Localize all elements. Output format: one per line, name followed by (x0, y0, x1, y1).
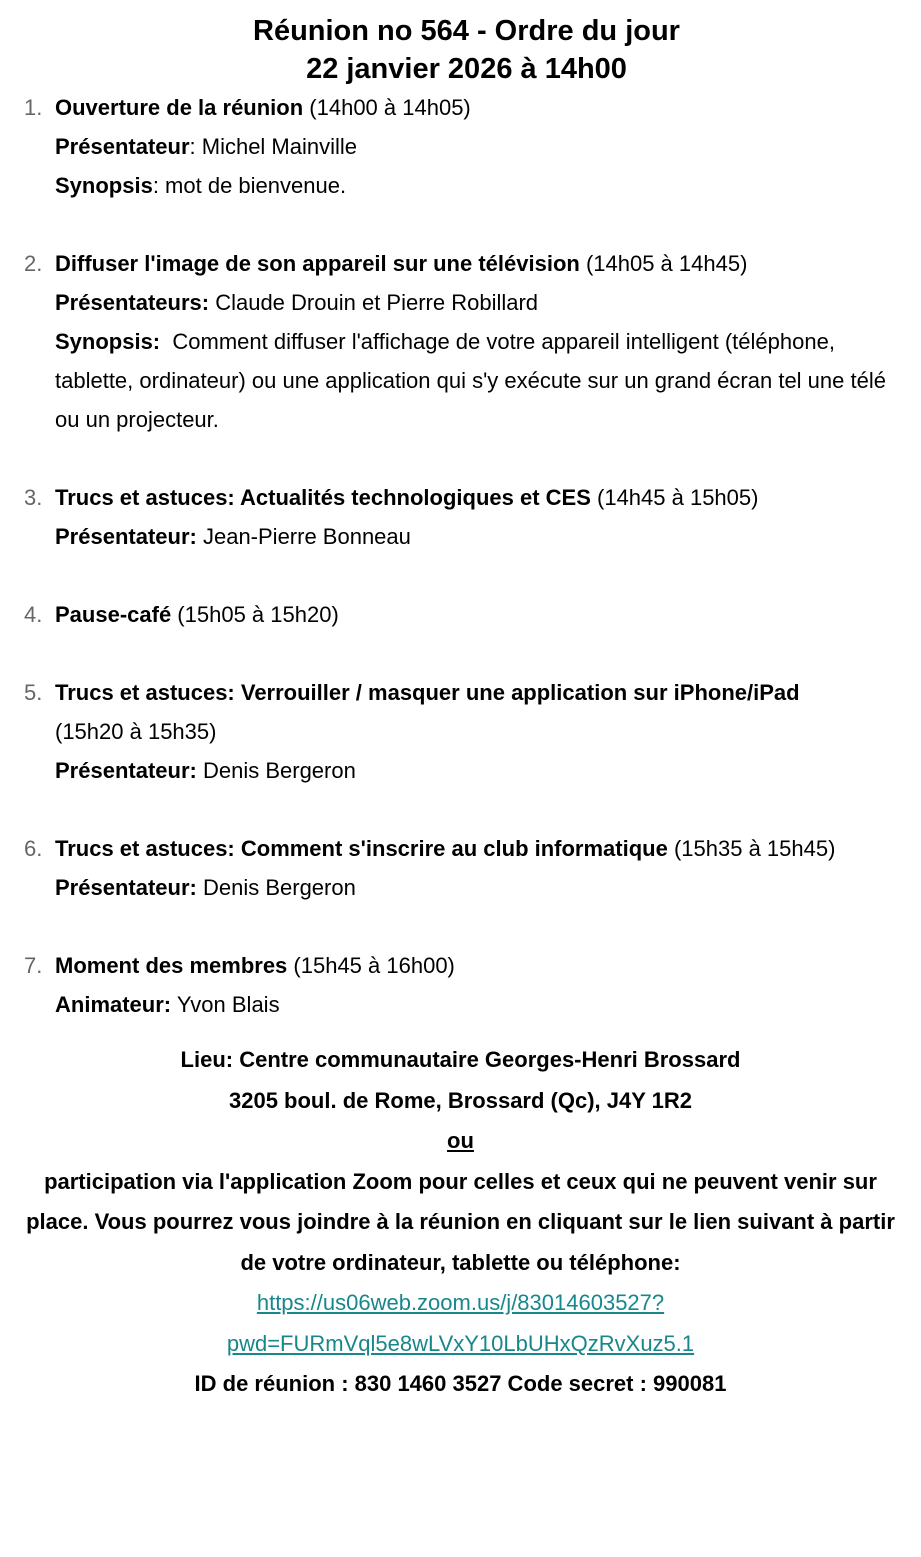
item-time: (14h05 à 14h45) (579, 251, 748, 276)
presenter-name: Michel Mainville (201, 134, 358, 159)
item-number: 3. (24, 485, 43, 510)
item-number: 6. (24, 836, 43, 861)
presenter-label: Présentateur: (55, 758, 197, 783)
spacer (55, 439, 901, 478)
item-number: 7. (24, 953, 43, 978)
item-title: Trucs et astuces: Actualités technologiques et CES (55, 485, 591, 510)
zoom-link[interactable] (8, 1283, 913, 1364)
separator: : (152, 173, 166, 198)
spacer (55, 556, 901, 595)
venue: Lieu: Centre communautaire Georges-Henri Brossard (180, 1047, 741, 1072)
agenda-item (0, 244, 921, 478)
agenda-item (0, 946, 921, 1024)
item-title: Ouverture de la réunion (55, 95, 304, 120)
location-section (0, 1040, 921, 1405)
presenter-name: Jean-Pierre Bonneau (202, 524, 411, 549)
item-time: (14h45 à 15h05) (590, 485, 759, 510)
item-time: (15h20 à 15h35) (55, 719, 217, 744)
title-date: 22 janvier 2026 à 14h00 (306, 53, 627, 85)
item-title: Pause-café (55, 602, 172, 627)
item-time: (15h35 à 15h45) (667, 836, 836, 861)
agenda-item (0, 595, 921, 673)
zoom-link-line2[interactable]: pwd=FURmVql5e8wLVxY10LbUHxQzRvXuz5.1 (226, 1330, 695, 1356)
presenter-label: Présentateur (55, 134, 190, 159)
presenter-label: Présentateurs: (55, 290, 210, 315)
presenter-name: Claude Drouin et Pierre Robillard (215, 290, 539, 315)
meeting-credentials: ID de réunion : 830 1460 3527 Code secret : 990081 (194, 1371, 727, 1396)
item-time: (14h00 à 14h05) (303, 95, 471, 120)
separator: : (189, 134, 202, 159)
agenda-list (0, 88, 921, 1024)
item-number: 4. (24, 602, 43, 627)
agenda-item (0, 88, 921, 244)
synopsis-text: Comment diffuser l'affichage de votre appareil intelligent (téléphone, tablette, ordinateur) ou une application qui s'y exécute sur un grand écran tel une télé ou un projecteur. (55, 329, 893, 432)
presenter-label: Présentateur: (55, 524, 197, 549)
presenter-label: Animateur: (55, 992, 172, 1017)
title-meeting: Réunion no 564 - Ordre du jour (253, 15, 680, 47)
item-time: (15h05 à 15h20) (171, 602, 339, 627)
item-title: Diffuser l'image de son appareil sur une télévision (55, 251, 580, 276)
presenter-name: Yvon Blais (176, 992, 280, 1017)
spacer (55, 907, 893, 946)
synopsis-label: Synopsis: (55, 329, 161, 354)
spacer (55, 205, 901, 244)
synopsis-text: mot de bienvenue. (165, 173, 347, 198)
item-number: 1. (24, 95, 43, 120)
item-time: (15h45 à 16h00) (287, 953, 455, 978)
agenda-item (0, 829, 921, 946)
presenter-label: Présentateur: (55, 875, 197, 900)
synopsis-label: Synopsis (55, 173, 153, 198)
presenter-name: Denis Bergeron (202, 758, 356, 783)
agenda-page (0, 12, 921, 1405)
separator (160, 329, 172, 354)
agenda-item (0, 478, 921, 595)
spacer (55, 790, 801, 829)
or-separator: ou (447, 1128, 474, 1153)
item-title: Trucs et astuces: Verrouiller / masquer une application sur iPhone/iPad (55, 680, 800, 705)
zoom-instructions: participation via l'application Zoom pour celles et ceux qui ne peuvent venir sur place. Vous pourrez vous joindre à la réunion en cliquant sur le lien suivant à partir de votre ordinateur, tablette ou téléphone: (26, 1168, 895, 1275)
presenter-name: Denis Bergeron (202, 875, 356, 900)
item-number: 2. (24, 251, 43, 276)
page-title (0, 12, 921, 88)
agenda-item (0, 673, 921, 829)
address: 3205 boul. de Rome, Brossard (Qc), J4Y 1R2 (229, 1087, 692, 1113)
item-number: 5. (24, 680, 43, 705)
item-title: Moment des membres (55, 953, 288, 978)
zoom-link-line1[interactable]: https://us06web.zoom.us/j/83014603527? (256, 1290, 665, 1315)
item-title: Trucs et astuces: Comment s'inscrire au club informatique (55, 836, 668, 861)
spacer (55, 634, 901, 673)
